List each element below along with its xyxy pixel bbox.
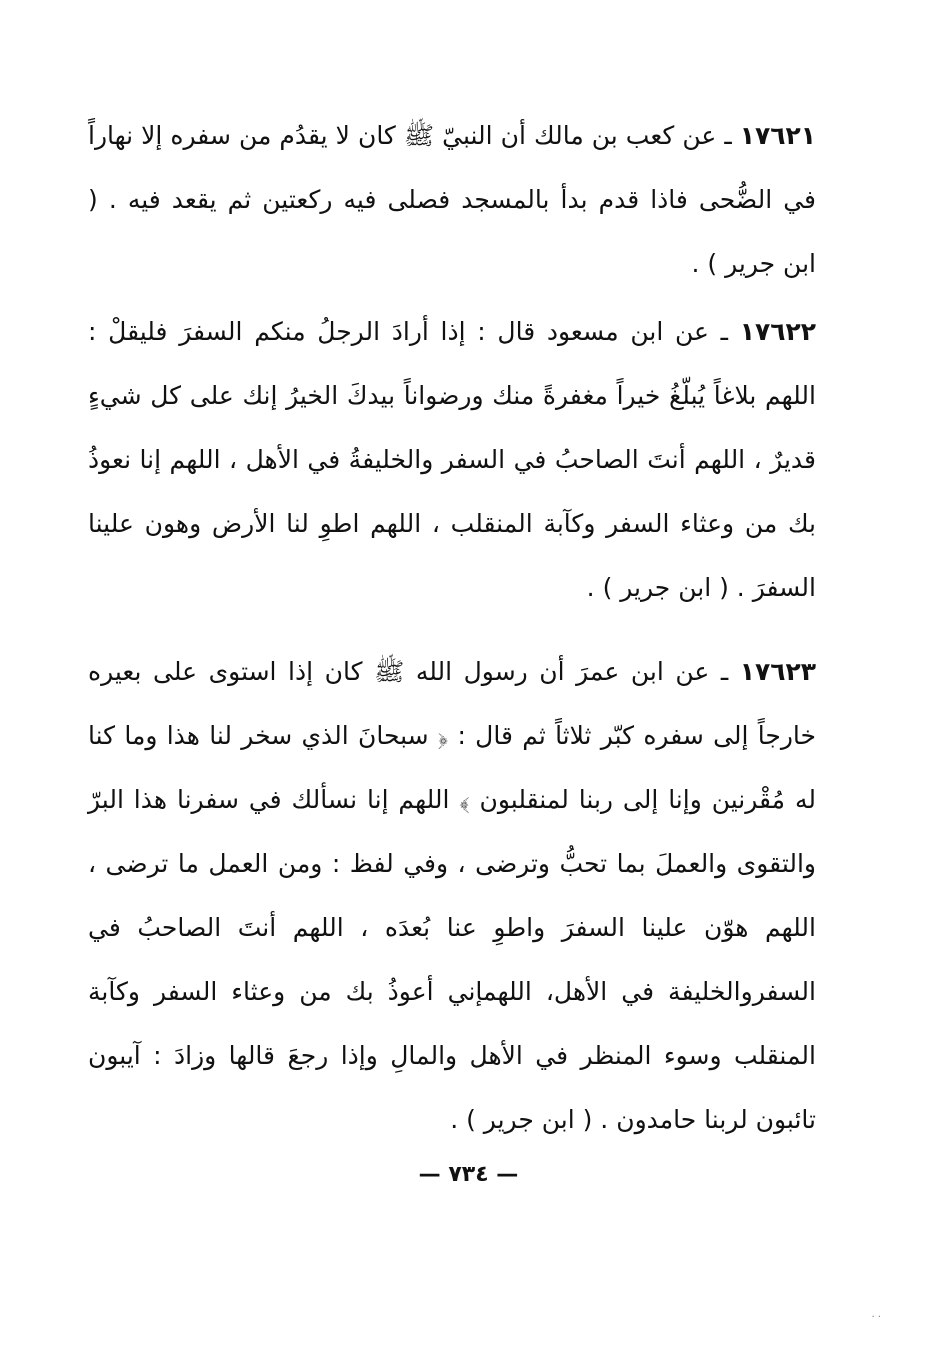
hadith-dash: ـ — [716, 121, 740, 150]
page-number: — ٧٣٤ — — [418, 1162, 519, 1187]
hadith-number: ١٧٦٢٣ — [739, 657, 817, 686]
hadith-text: عن كعب بن مالك أن النبيّ ﷺ كان لا يقدُم من سفره إلا نهاراً في الضُّحى فاذا قدم بدأ بالمسجد فصلى فيه ركعتين ثم يقعد فيه . ( ابن جرير ) . — [88, 121, 816, 278]
hadith-number: ١٧٦٢١ — [739, 121, 817, 150]
scan-specks: · · — [871, 1312, 881, 1323]
hadith-number: ١٧٦٢٢ — [739, 317, 817, 346]
hadith-17622 — [88, 300, 816, 620]
hadith-text: عن ابن عمرَ أن رسول الله ﷺ كان إذا استوى على بعيره خارجاً إلى سفره كبّر ثلاثاً ثم قال : ﴿ سبحانَ الذي سخر لنا هذا وما كنا له مُقْرنين وإنا إلى ربنا لمنقلبون ﴾ اللهم إنا نسألك في سفرنا هذا البرّ والتقوى والعملَ بما تحبُّ وترضى ، وفي لفظ : ومن العمل ما ترضى ، اللهم هوّن علينا السفرَ واطوِ عنا بُعدَه ، اللهم أنتَ الصاحبُ في السفروالخليفة في الأهل، اللهمإني أعوذُ بك من وعثاء السفر وكآبة المنقلب وسوء المنظر في الأهل والمالِ وإذا رجعَ قالها وزادَ : آيبون تائبون لربنا حامدون . ( ابن جرير ) . — [88, 657, 816, 1134]
hadith-17621 — [88, 104, 816, 296]
hadith-text: عن ابن مسعود قال : إذا أرادَ الرجلُ منكم السفرَ فليقلْ : اللهم بلاغاً يُبلّغُ خيراً مغفرةً منك ورضواناً بيدكَ الخيرُ إنك على كل شيءٍ قديرٌ ، اللهم أنتَ الصاحبُ في السفر والخليفةُ في الأهل ، اللهم إنا نعوذُ بك من وعثاء السفر وكآبة المنقلب ، اللهم اطوِ لنا الأرض وهون علينا السفرَ . ( ابن جرير ) . — [88, 317, 816, 602]
hadith-17623 — [88, 640, 816, 1152]
hadith-dash: ـ — [709, 657, 740, 686]
hadith-dash: ـ — [708, 317, 740, 346]
